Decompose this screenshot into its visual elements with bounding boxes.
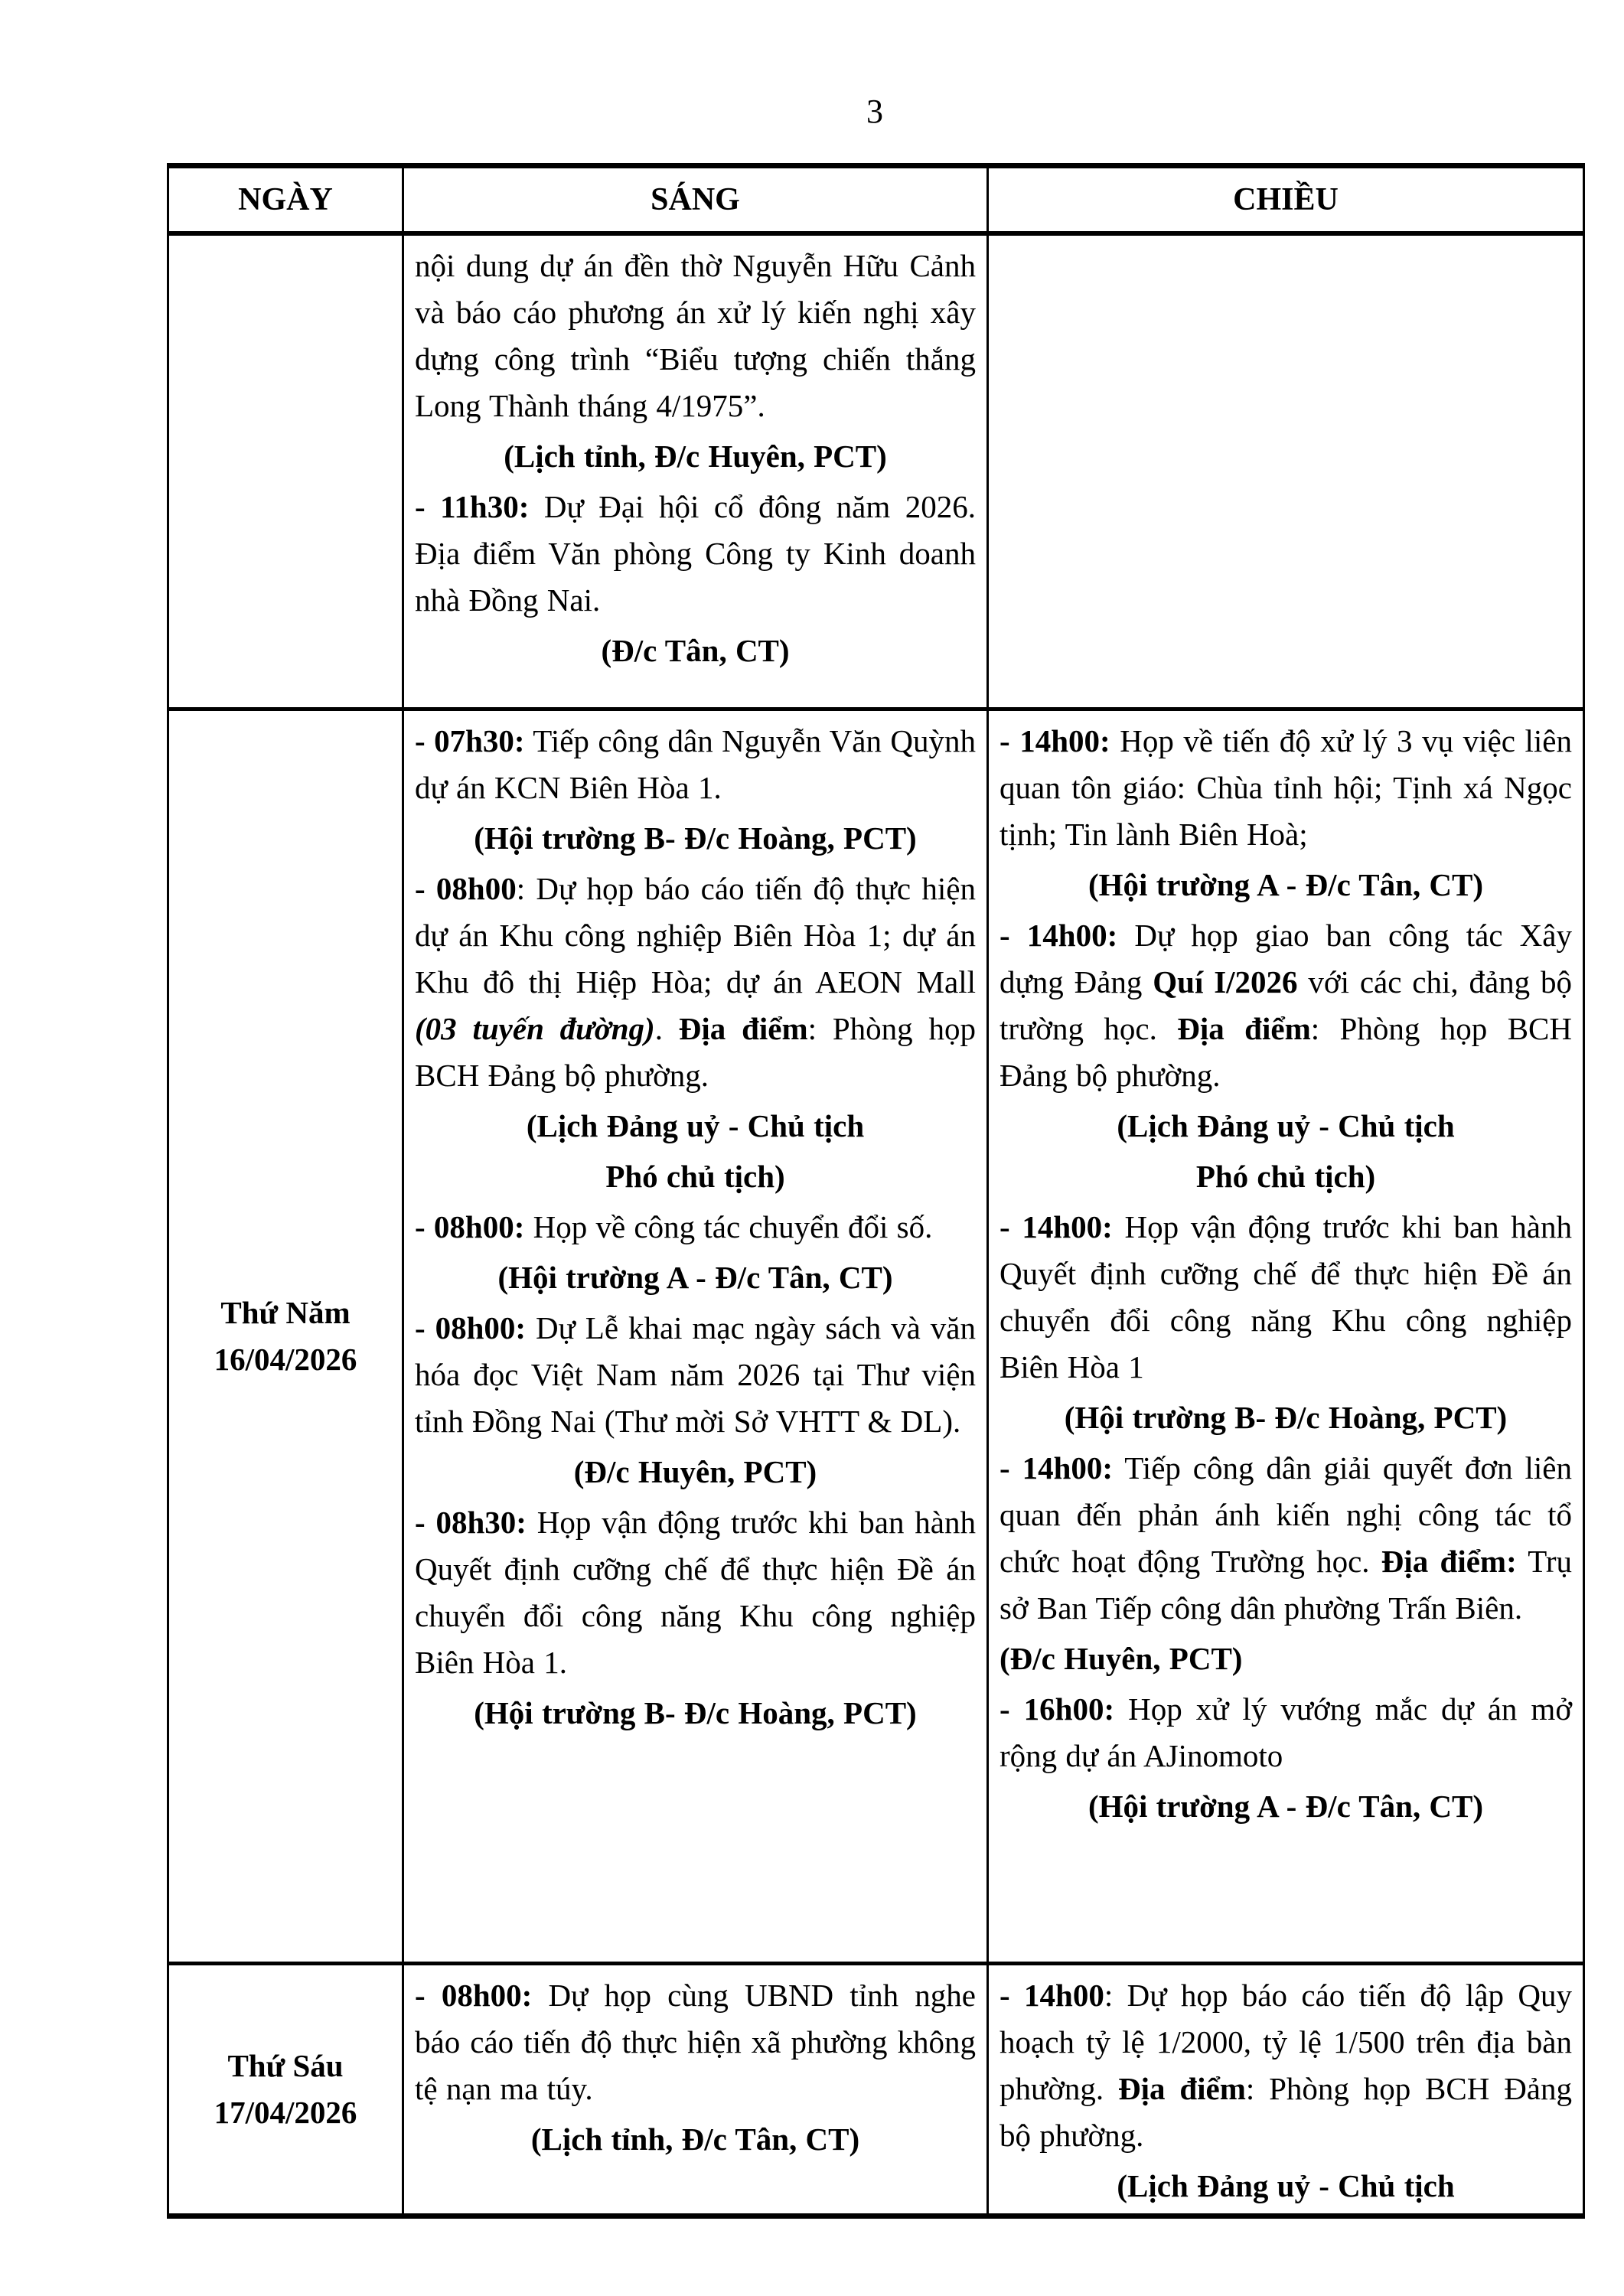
text-segment: - 14h00: [1000,1209,1113,1244]
text-segment: (Đ/c Tân, CT) [601,633,790,668]
text-segment: Họp vận động trước khi ban hành Quyết định cưỡng chế để thực hiện Đề án chuyển đổi công năng Khu công nghiệp Biên Hòa 1 [1000,1209,1573,1384]
text-segment: Dự họp giao ban công tác Xây dựng Đảng [1000,918,1572,1000]
afternoon-cell [988,709,1584,1964]
text-segment: Địa điểm: [1381,1544,1517,1579]
text-segment: (03 tuyến đường) [415,1011,655,1046]
afternoon-cell [988,233,1584,709]
assignment-note [415,433,976,480]
schedule-entry [1000,718,1572,858]
assignment-note [1000,1783,1572,1830]
text-segment: Dự Đại hội cổ đông năm 2026. Địa điểm Văn phòng Công ty Kinh doanh nhà Đồng Nai. [415,489,976,618]
schedule-entry [415,866,976,1099]
text-segment: - 11h30: [415,489,530,524]
text-segment: - 14h00: [1000,1450,1114,1486]
assignment-note [415,1254,976,1301]
text-segment: - 08h00: [415,1209,525,1244]
text-segment: Tiếp công dân giải quyết đơn liên quan đến phản ánh kiến nghị công tác tổ chức hoạt động Trường học. [1000,1450,1573,1579]
page-number: 3 [866,93,883,130]
text-segment: (Lịch tỉnh, Đ/c Tân, CT) [530,2122,860,2157]
assignment-note [1000,1636,1572,1682]
text-segment: Quí I/2026 [1153,964,1298,1000]
header-afternoon: CHIỀU [988,166,1584,234]
assignment-note [415,1153,976,1200]
schedule-entry [415,1204,976,1251]
text-segment: : Dự họp báo cáo tiến độ lập Quy hoạch tỷ lệ 1/2000, tỷ lệ 1/500 trên địa bàn phường. [1000,1978,1572,2106]
afternoon-cell [988,1964,1584,2216]
text-segment: Dự họp cùng UBND tỉnh nghe báo cáo tiến độ thực hiện xã phường không tệ nạn ma túy. [415,1978,976,2106]
text-segment: (Đ/c Huyên, PCT) [573,1454,817,1489]
text-segment: Họp về công tác chuyển đổi số. [524,1209,933,1244]
assignment-note [415,2116,976,2163]
text-segment: - 08h30: [415,1505,527,1540]
text-segment: Địa điểm [1117,2071,1246,2106]
morning-cell [403,233,988,709]
day-line: Thứ Sáu [227,2048,344,2083]
schedule-header [168,166,1584,234]
assignment-note [1000,2163,1572,2210]
text-segment: (Hội trường B- Đ/c Hoàng, PCT) [474,1695,917,1730]
schedule-entry [1000,1686,1572,1779]
day-line: Thứ Năm [220,1295,351,1330]
text-segment: (Hội trường A - Đ/c Tân, CT) [1088,1789,1484,1824]
text-segment: Họp xử lý vướng mắc dự án mở rộng dự án AJinomoto [1000,1691,1572,1773]
assignment-note [415,815,976,862]
text-segment: nội dung dự án đền thờ Nguyễn Hữu Cảnh và báo cáo phương án xử lý kiến nghị xây dựng công trình “Biểu tượng chiến thắng Long Thành tháng 4/1975”. [415,248,976,423]
text-segment: (Hội trường A - Đ/c Tân, CT) [1088,867,1484,902]
schedule-entry [1000,1445,1572,1632]
table-row [168,709,1584,1964]
text-segment: Phó chủ tịch) [605,1159,785,1194]
text-segment: Trụ sở Ban Tiếp công dân phường Trấn Biên. [1000,1544,1573,1626]
text-segment: với các chi, đảng bộ trường học. [1000,964,1573,1046]
schedule-entry [1000,1204,1572,1391]
text-segment: - 14h00: [1000,918,1118,953]
morning-cell [403,709,988,1964]
schedule-entry [1000,1972,1572,2159]
text-segment: - 14h00 [1000,1978,1104,2013]
schedule-entry [1000,912,1572,1099]
schedule-table [167,163,1585,2219]
text-segment: - 08h00: [415,1310,527,1345]
day-cell [168,1964,403,2216]
assignment-note [415,1103,976,1150]
day-line: 17/04/2026 [214,2095,357,2130]
schedule-entry [415,484,976,624]
text-segment: - 14h00: [1000,723,1110,758]
schedule-entry [415,243,976,429]
assignment-note [1000,1153,1572,1200]
text-segment: (Lịch Đảng uỷ - Chủ tịch [526,1108,865,1143]
morning-cell [403,1964,988,2216]
header-morning: SÁNG [403,166,988,234]
text-segment: Phó chủ tịch) [1195,1159,1376,1194]
day-cell [168,709,403,1964]
text-segment: - 16h00: [1000,1691,1115,1727]
day-line: 16/04/2026 [214,1342,357,1377]
text-segment: (Lịch Đảng uỷ - Chủ tịch [1117,2168,1455,2203]
text-segment: Tiếp công dân Nguyễn Văn Quỳnh dự án KCN Biên Hòa 1. [415,723,976,805]
text-segment: - 08h00: [415,1978,533,2013]
text-segment: Họp vận động trước khi ban hành Quyết định cưỡng chế để thực hiện Đề án chuyển đổi công năng Khu công nghiệp Biên Hòa 1. [415,1505,977,1680]
day-cell [168,233,403,709]
text-segment: (Lịch Đảng uỷ - Chủ tịch [1117,1108,1455,1143]
text-segment: - 07h30: [415,723,525,758]
text-segment: : Phòng họp BCH Đảng bộ phường. [415,1011,977,1093]
schedule-entry [415,1499,976,1686]
text-segment: Dự Lễ khai mạc ngày sách và văn hóa đọc Việt Nam năm 2026 tại Thư viện tỉnh Đồng Nai (Thư mời Sở VHTT & DL). [415,1310,976,1439]
text-segment: (Hội trường A - Đ/c Tân, CT) [497,1260,893,1295]
text-segment: : Dự họp báo cáo tiến độ thực hiện dự án Khu công nghiệp Biên Hòa 1; dự án Khu đô thị Hiệp Hòa; dự án AEON Mall [415,871,976,1000]
text-segment: : Phòng họp BCH Đảng bộ phường. [1000,2071,1573,2153]
text-segment: Địa điểm [678,1011,808,1046]
schedule-body [168,233,1584,2216]
header-day: NGÀY [168,166,403,234]
schedule-entry [415,1305,976,1445]
table-row [168,233,1584,709]
table-row [168,1964,1584,2216]
text-segment: (Lịch tỉnh, Đ/c Huyên, PCT) [504,439,887,474]
text-segment: (Hội trường B- Đ/c Hoàng, PCT) [474,820,917,856]
assignment-note [415,1449,976,1495]
text-segment: Địa điểm [1177,1011,1311,1046]
assignment-note [1000,1394,1572,1441]
text-segment: . [654,1011,679,1046]
text-segment: : Phòng họp BCH Đảng bộ phường. [1000,1011,1573,1093]
assignment-note [415,628,976,674]
schedule-entry [415,718,976,811]
text-segment: (Hội trường B- Đ/c Hoàng, PCT) [1064,1400,1508,1435]
assignment-note [1000,1103,1572,1150]
header-row [168,166,1584,234]
schedule-entry [415,1972,976,2112]
text-segment: (Đ/c Huyên, PCT) [1000,1641,1243,1676]
assignment-note [1000,862,1572,908]
text-segment: - 08h00 [415,871,517,906]
assignment-note [415,1690,976,1737]
text-segment: Họp về tiến độ xử lý 3 vụ việc liên quan tôn giáo: Chùa tỉnh hội; Tịnh xá Ngọc tịnh; Tin lành Biên Hoà; [1000,723,1573,852]
